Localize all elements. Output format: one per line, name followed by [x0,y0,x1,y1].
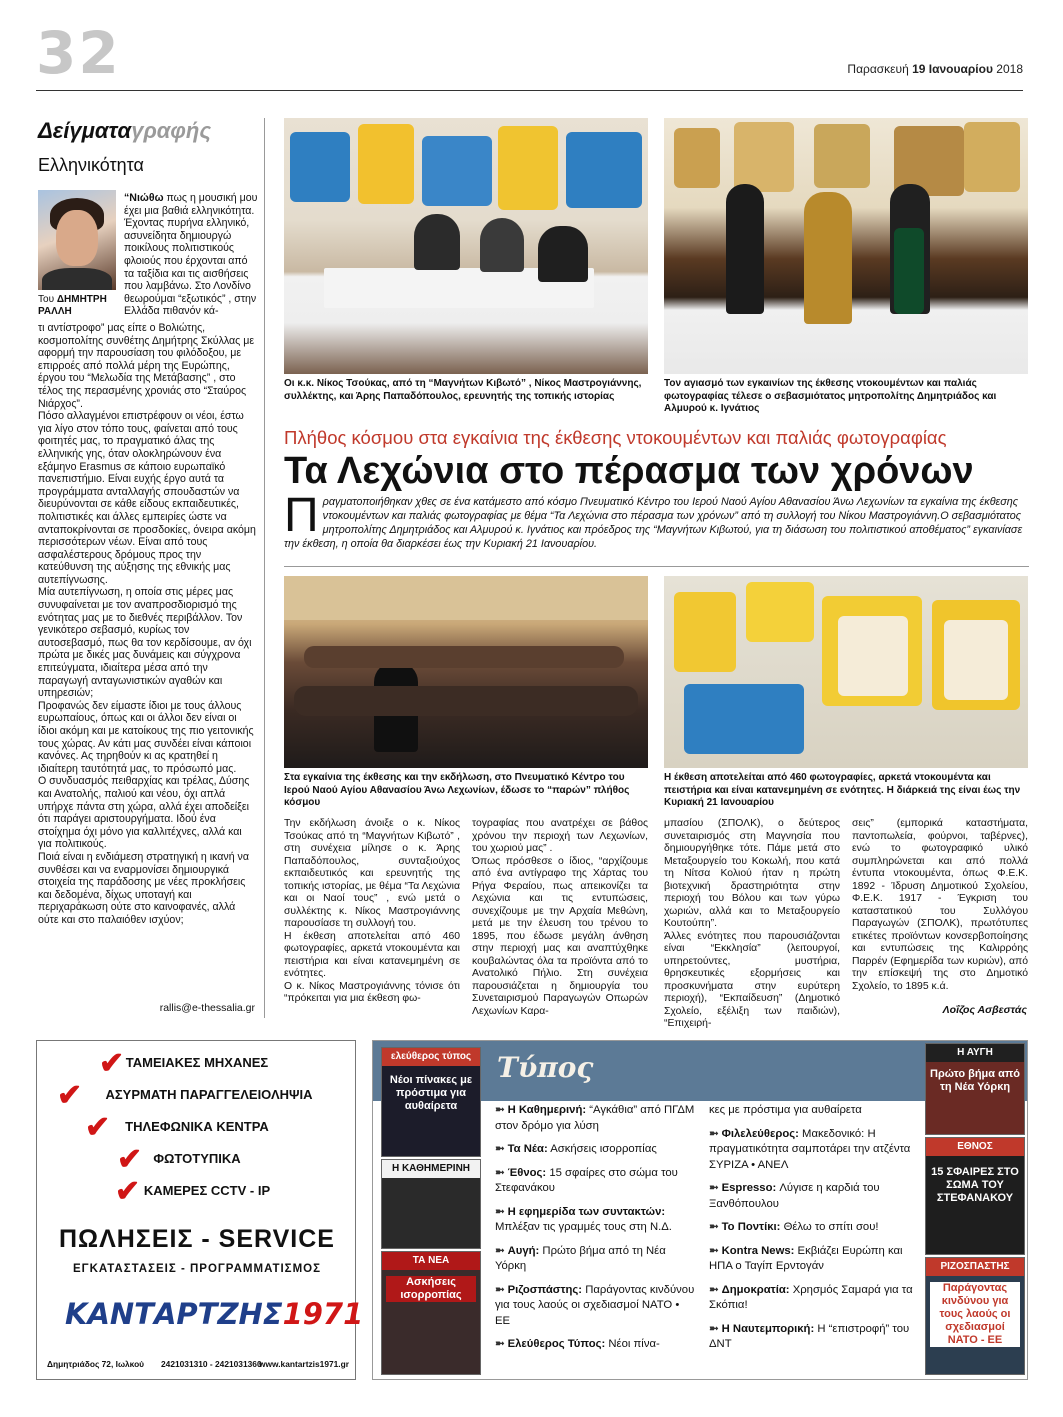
article-lede [284,489,1029,551]
author-prefix: Του [38,294,55,305]
arrow-icon: ➼ [709,1182,719,1194]
press-item-headline: Παράγοντας κινδύνου για τους λαούς οι σχεδιασμοί ΝΑΤΟ • ΕΕ [495,1283,695,1327]
press-item [495,1283,695,1330]
article-paragraph: σεις” (εμπορικά καταστήματα, παντοπωλεία, φούρνοι, ταβέρνες), ενώ το φωτογραφικό υλικό συμπληρώνεται και από πολλά έντυπα ντοκουμέντα, όπως Φ.Ε.Κ. 1892 - Ίδρυση Δημοτικού Σχολείου, Φ.Ε.Κ. 1917 - Έγκριση του καταστατικού του Συλλόγου Παραγωγών (ΣΠΟΛΚ), πρωτότυπες ετικέτες προϊόντων κονσερβοποίησης και εντυπώσεις της Καλιρρόης Παρρέν (Εφημερίδα των κυριών), από την επίσκεψή της στο Δημοτικό Σχολείο, το 1895 κ.ά. [852,818,1028,992]
author-credit [38,294,116,318]
arrow-icon: ➼ [709,1322,719,1335]
press-item-paper: Ελεύθερος Τύπος: [507,1338,606,1350]
press-item-paper: Φιλελεύθερος: [721,1127,799,1140]
checkmark-icon: ✔ [99,1047,125,1080]
article-column-2 [472,818,648,1018]
ad-brand-logo [65,1287,364,1341]
column-divider [264,118,265,1018]
press-item-paper: Espresso: [721,1182,777,1194]
issue-date [847,62,1023,76]
date-year: 2018 [996,62,1023,76]
press-item [709,1283,917,1314]
column-paragraph: Μία αυτεπίγνωση, η οποία στις μέρες μας συνυφαίνεται με τον αναπροσδιορισμό της ενότητας μας με το διεθνές περιβάλλον. Τον γενικότερο σεβασμό, κυρίως τον αυτοσεβασμό, πως θα τον κερδίσουμε, αν όχι πρώτα με δικές μας δυνάμεις και σύγχρονα επιτεύγματα, ιδιαίτερα μέσα από την παραγωγή ανταγωνιστικών αγαθών και υπηρεσιών; [38,586,252,700]
press-item-paper: Τα Νέα: [507,1143,548,1155]
press-item [709,1220,917,1236]
newspaper-masthead: ΕΘΝΟΣ [926,1138,1024,1156]
press-item-paper: Η εφημερίδα των συντακτών: [507,1205,666,1218]
newspaper-front-page[interactable] [925,1257,1025,1375]
newspaper-front-page[interactable] [381,1251,481,1375]
newspaper-headline: 15 ΣΦΑΙΡΕΣ ΣΤΟ ΣΩΜΑ ΤΟΥ ΣΤΕΦΑΝΑΚΟΥ [931,1166,1019,1204]
article-lede-text: ραγματοποιήθηκαν χθες σε ένα κατάμεστο από κόσμο Πνευματικό Κέντρο του Ιερού Ναού Αγίου Αθανασίου Άνω Λεχωνίων τα εγκαίνια της έκθεσης ντοκουμέντων και παλιάς φωτογραφίας με θέμα “Τα Λεχώνια στο πέρασμα των χρόνων” από τη συλλογή του Νίκου Μαστρογιάννη.Ο σεβασμιότατος μητροπολίτης Δημητριάδος και Αλμυρού κ. Ιγνάτιος και πρόεδρος της “Μαγνήτων Κιβωτού, για τη διάσωση του πολιτιστικού αποθέματος” εγκαινίασε την έκθεση, η οποία θα διαρκέσει έως την Κυριακή 21 Ιανουαρίου. [284,496,1023,550]
arrow-icon: ➼ [495,1244,505,1257]
ad-brand-name: ΚΑΝΤΑΡΤΖΗΣ [65,1297,283,1331]
column-paragraph: Προφανώς δεν είμαστε ίδιοι με τους άλλους ευρωπαίους, όπως και οι άλλοι δεν είναι οι ίδιοι ακόμη και με κατοίκους της πιο γειτονικής τους χώρας. Αν κάτι μας συνδέει είναι κάποιοι κανόνες. Ας τηρηθούν κι ας κρατηθεί η ιδιαίτερη ταυτότητά μας, το πρόσωπό μας. [38,699,254,775]
column-paragraph: Ο συνδυασμός πειθαρχίας και τρέλας, Δύσης και Ανατολής, παλιού και νέου, όχι απλά υπήρχε πάντα στη χώρα, αλλά έχει αποδείξει ότι παράγει αριστουργήματα. Ιδού ένα στοίχημα όχι μόνο για καλλιτέχνες, αλλά και για πολιτικούς. [38,775,250,851]
ad-item: ΤΗΛΕΦΩΝΙΚΑ ΚΕΝΤΡΑ [125,1119,269,1134]
ad-installations: ΕΓΚΑΤΑΣΤΑΣΕΙΣ - ΠΡΟΓΡΑΜΜΑΤΙΣΜΟΣ [73,1263,321,1275]
ad-website[interactable]: www.kantartzis1971.gr [259,1359,349,1369]
newspaper-front-page[interactable] [381,1159,481,1249]
press-list-left [495,1103,695,1361]
article-column-1 [284,818,460,1006]
article-paragraph: Όπως πρόσθεσε ο ίδιος, “αρχίζουμε από ένα αντίγραφο της Χάρτας του Ρήγα Φεραίου, πως απεικονίζει τα Λεχώνια και τις εντυπώσεις, συνεχίζουμε με την Αρχαία Μεθώνη, μετά με την έλευση του τρένου το 1895, που έδωσε μεγάλη άνθηση στην περιοχή μας και αναπτύχθηκε κουβαλώντας όλα τα προϊόντα από το Ανατολικό Πήλιο. Στη συνέχεια παρουσιάζεται η δημιουργία του Συνεταιρισμού Παραγωγών Οπωρών Λεχωνίων Καρα- [472,855,648,1017]
column-opening-text [124,192,258,318]
press-item-paper: Αυγή: [507,1244,540,1257]
article-kicker: Πλήθος κόσμου στα εγκαίνια της έκθεσης ντοκουμέντων και παλιάς φωτογραφίας [284,427,947,448]
photo-caption-speakers: Οι κ.κ. Νίκος Τσούκας, από τη “Μαγνήτων Κιβωτό” , Νίκος Μαστρογιάννης, συλλέκτης, και Άρης Παπαδόπουλος, ερευνητής της τοπικής ιστορίας [284,378,642,402]
press-item [709,1244,917,1275]
section-title-dark: Δείγματα [38,118,132,143]
checkmark-icon: ✔ [115,1175,141,1208]
article-paragraph: μπασίου (ΣΠΟΛΚ), ο δεύτερος συνεταιρισμός στη Μαγνησία που δημιουργήθηκε τότε. Πάμε μετά στο Μεταξουργείο του Κοκωλή, που κατά τη Νίτσα Κολιού ήταν η πρώτη βιοτεχνική δραστηριότητα στην περιοχή του Βόλου και των γύρω χωριών, αλλά και το Μεταξουργείο Κουτούπη”. [664,818,840,929]
press-item [709,1181,917,1212]
page-number: 32 [36,19,121,87]
column-body [38,322,258,927]
press-item [495,1103,695,1134]
column-paragraph: Ποιά είναι η ενδιάμεση στρατηγική η ικανή να συνθέσει και να εναρμονίσει δημιουργικά στοιχεία της παράδοσης με νέες προκλήσεις και δεδομένα, δίχως υποταγή και περιχαράκωση ούτε στο καινοφανές, αλλά ούτε και στο παλαιόθεν ισχύον; [38,850,249,926]
newspaper-masthead: ελεύθερος τύπος [382,1048,480,1066]
newspaper-front-page[interactable] [381,1047,481,1157]
press-item [495,1337,695,1353]
press-item-paper: Το Ποντίκι: [721,1221,781,1233]
advertisement-kantartzis[interactable] [36,1040,364,1380]
press-item [495,1205,695,1236]
arrow-icon: ➼ [495,1338,505,1350]
press-item-paper: Η Ναυτεμπορική: [721,1322,815,1335]
press-review-panel [372,1040,1028,1380]
press-item [495,1244,695,1275]
newspaper-masthead: ΡΙΖΟΣΠΑΣΤΗΣ [926,1258,1024,1276]
ad-sales-service: ΠΩΛΗΣΕΙΣ - SERVICE [59,1225,335,1253]
press-item-headline: Πρώτο βήμα από τη Νέα Υόρκη [495,1244,666,1272]
article-paragraph: Άλλες ενότητες που παρουσιάζονται είναι “Εκκλησία” (λειτουργοί, υπηρετούντες, μυστήρια, θρησκευτικές εξορμήσεις και προσκυνήματα στην ευρύτερη περιοχή), “Εκπαίδευση” (Δημοτικό Σχολείο, εξέλιξη των παιδιών), “Επιχειρή- [664,930,840,1029]
press-item [709,1127,917,1174]
newspaper-headline: Ασκήσεις ισορροπίας [386,1276,476,1302]
date-weekday: Παρασκευή [847,62,909,76]
author-portrait [38,190,116,290]
press-item-paper: Δημοκρατία: [721,1283,790,1296]
press-item-paper: Η Καθημερινή: [507,1104,587,1116]
press-item-headline: Νέοι πίνα- [605,1338,660,1350]
checkmark-icon: ✔ [57,1079,83,1112]
ad-item: ΑΣΥΡΜΑΤΗ ΠΑΡΑΓΓΕΛΕΙΟΛΗΨΙΑ [105,1087,313,1102]
newspaper-headline: Παράγοντας κινδύνου για τους λαούς οι σχεδιασμοί ΝΑΤΟ - ΕΕ [930,1282,1020,1347]
press-list-right [709,1103,917,1361]
arrow-icon: ➼ [709,1244,719,1257]
arrow-icon: ➼ [709,1283,719,1296]
press-item-headline: Ασκήσεις ισορροπίας [547,1143,657,1155]
article-dropcap: Π [284,489,319,542]
photo-audience [284,576,648,768]
press-item-headline: Μπλέξαν τις γραμμές τους στη Ν.Δ. [495,1221,672,1233]
newspaper-front-page[interactable] [925,1137,1025,1255]
photo-speakers-panel [284,118,648,374]
column-paragraph: τι αντίστροφο” μας είπε ο Βολιώτης, κοσμοπολίτης συνθέτης Δημήτρης Σκύλλας με αφορμή την παρουσίαση του φιλόδοξου, με επιρροές από πολλά μέρη της Ευρώπης, έργου του “Μελωδία της Μετάβασης” , στο τέλος της περασμένης χρονιάς στο “Σταύρος Νιάρχος”. [38,322,255,410]
newspaper-masthead: Η ΚΑΘΗΜΕΡΙΝΗ [382,1160,480,1178]
press-item-headline: Η “επιστροφή” του ΔΝΤ [709,1322,910,1350]
press-item [709,1322,917,1353]
arrow-icon: ➼ [495,1166,505,1179]
column-section-title [38,118,211,144]
photo-exhibition-boards [664,576,1028,768]
press-item-paper: Kontra News: [721,1244,795,1257]
article-column-4 [852,818,1028,993]
press-item-headline: Μακεδονικό: Η πραγματικότητα σαμποτάρει την ατζέντα ΣΥΡΙΖΑ • ΑΝΕΛ [709,1127,911,1171]
article-column-3 [664,818,840,1031]
ad-item: ΦΩΤΟΤΥΠΙΚΑ [153,1151,241,1166]
checkmark-icon: ✔ [117,1143,143,1176]
checkmark-icon: ✔ [85,1111,111,1144]
newspaper-headline: Νέοι πίνακες με πρόστιμα για αυθαίρετα [389,1074,473,1112]
ad-phones: 2421031310 - 2421031360 [161,1359,262,1369]
header-divider [36,90,1023,91]
ad-item: ΤΑΜΕΙΑΚΕΣ ΜΗΧΑΝΕΣ [125,1055,269,1070]
arrow-icon: ➼ [495,1205,505,1218]
press-item-paper: Έθνος: [507,1166,547,1179]
press-item-continued: κες με πρόστιμα για αυθαίρετα [709,1104,862,1116]
section-title-light: γραφής [131,118,212,143]
article-headline: Τα Λεχώνια στο πέρασμα των χρόνων [284,450,974,492]
newspaper-masthead: ΤΑ ΝΕΑ [382,1252,480,1270]
press-review-title: Τύπος [497,1051,594,1084]
press-item [495,1142,695,1158]
newspaper-headline: Πρώτο βήμα από τη Νέα Υόρκη [930,1068,1020,1093]
photo-caption-exhibition: Η έκθεση αποτελείται από 460 φωτογραφίες, αρκετά ντοκουμέντα και πειστήρια και είναι κατανεμημένη σε ενότητες. Η διάρκειά της είναι έως την Κυριακή 21 Ιανουαρίου [664,772,1021,808]
press-item-headline: Χρησμός Σαμαρά για τα Σκόπια! [709,1283,913,1311]
column-signature-email[interactable]: rallis@e-thessalia.gr [159,1002,255,1014]
press-item-paper: Ριζοσπάστης: [507,1283,583,1296]
press-item-headline: “Αγκάθια” από ΠΓΔΜ στον δρόμο για λύση [495,1104,695,1132]
newspaper-front-page[interactable] [925,1043,1025,1135]
column-paragraph: Πόσο αλλαγμένοι επιστρέφουν οι νέοι, έστω για λίγο στον τόπο τους, φαίνεται από τους φοιτητές μας, το πραγματικό άλας της ελληνικής γης, όταν ολοκληρώνουν ένα εξάμηνο Erasmus σε κάποιο ευρωπαϊκό πανεπιστήμιο. Είναι ευχής έργο αυτά τα προγράμματα ανταλλαγής σπουδαστών να διευρύνονται σε κάθε είδους εκπαιδευτικές, πολιτιστικές και άλλες εμπειρίες ώστε να ανταποκρίνονται σε προσδοκίες, όνειρα ακόμη περισσότερων νέων. Είναι από τους ασφαλέστερους δρόμους προς την κατεύθυνση της αύξησης της εθνικής μας αυτεπίγνωσης. [38,410,256,586]
article-byline: Λοΐζος Ασβεστάς [942,1004,1027,1016]
ad-brand-year: 1971 [282,1297,364,1331]
arrow-icon: ➼ [495,1143,505,1155]
lede-divider [284,566,1029,567]
press-item [495,1166,695,1197]
arrow-icon: ➼ [709,1221,719,1233]
photo-caption-blessing: Τον αγιασμό των εγκαινίων της έκθεσης ντοκουμέντων και παλιάς φωτογραφίας τέλεσε ο σεβασμιότατος μητροπολίτης Δημητριάδος και Αλμυρού κ. Ιγνάτιος [664,378,997,414]
article-paragraph: Την εκδήλωση άνοιξε ο κ. Νίκος Τσούκας από τη “Μαγνήτων Κιβωτό” , στη συνέχεια μίλησε ο κ. Άρης Παπαδόπουλος, συνταξιούχος εκπαιδευτικός και ερευνητής της τοπικής ιστορίας, με θέμα “Τα Λεχώνια και οι Ναοί τους” , ενώ μετά ο συλλέκτης κ. Νίκος Μαστρογιάννης παρουσίασε τη συλλογή του. [284,818,460,929]
column-title: Ελληνικότητα [38,155,144,175]
ad-address: Δημητριάδος 72, Ιωλκού [47,1359,145,1369]
column-opening-body: πως η μουσική μου έχει μια βαθιά ελληνικότητα. Έχοντας πυρήνα ελληνικό, ασυνείδητα δημιουργώ ποικίλους πολιτιστικούς φλοιούς που έρχονται από τα ταξίδια και τις αισθήσεις που λαμβάνω. Στο Λονδίνο θεωρούμαι “εξωτικός” , στην Ελλάδα πιθανόν κά- [124,192,258,318]
column-opening-lead: “Νιώθω [124,192,164,204]
author-name: ΔΗΜΗΤΡΗ ΡΑΛΛΗ [38,294,107,317]
press-item-headline: Λύγισε η καρδιά του Ξανθόπουλου [709,1182,880,1210]
arrow-icon: ➼ [709,1127,719,1140]
press-item-headline: Εκβιάζει Ευρώπη και ΗΠΑ ο Ταγίπ Ερντογάν [709,1244,903,1272]
arrow-icon: ➼ [495,1283,505,1296]
article-paragraph: Η έκθεση αποτελείται από 460 φωτογραφίες, αρκετά ντοκουμέντα και πειστήρια και είναι κατανεμημένη σε ενότητες. [284,930,460,979]
date-day: 19 Ιανουαρίου [912,62,993,76]
photo-blessing-ceremony [664,118,1028,374]
photo-caption-audience: Στα εγκαίνια της έκθεσης και την εκδήλωση, στο Πνευματικό Κέντρο του Ιερού Ναού Αγίου Αθανασίου Άνω Λεχωνίων, έδωσε το “παρών” πλήθος κόσμου [284,772,630,808]
press-item-headline: 15 σφαίρες στο σώμα του Στεφανάκου [495,1166,678,1194]
press-item-headline: Θέλω το σπίτι σου! [780,1221,879,1233]
ad-item: ΚΑΜΕΡΕΣ CCTV - IP [143,1183,271,1198]
article-paragraph: τογραφίας που ανατρέχει σε βάθος χρόνου την περιοχή των Λεχωνίων, του χωριού μας” . [472,818,648,854]
arrow-icon: ➼ [495,1104,505,1116]
newspaper-masthead: Η ΑΥΓΗ [926,1044,1024,1062]
article-paragraph: Ο κ. Νίκος Μαστρογιάννης τόνισε ότι “πρόκειται για μια έκθεση φω- [284,980,460,1004]
